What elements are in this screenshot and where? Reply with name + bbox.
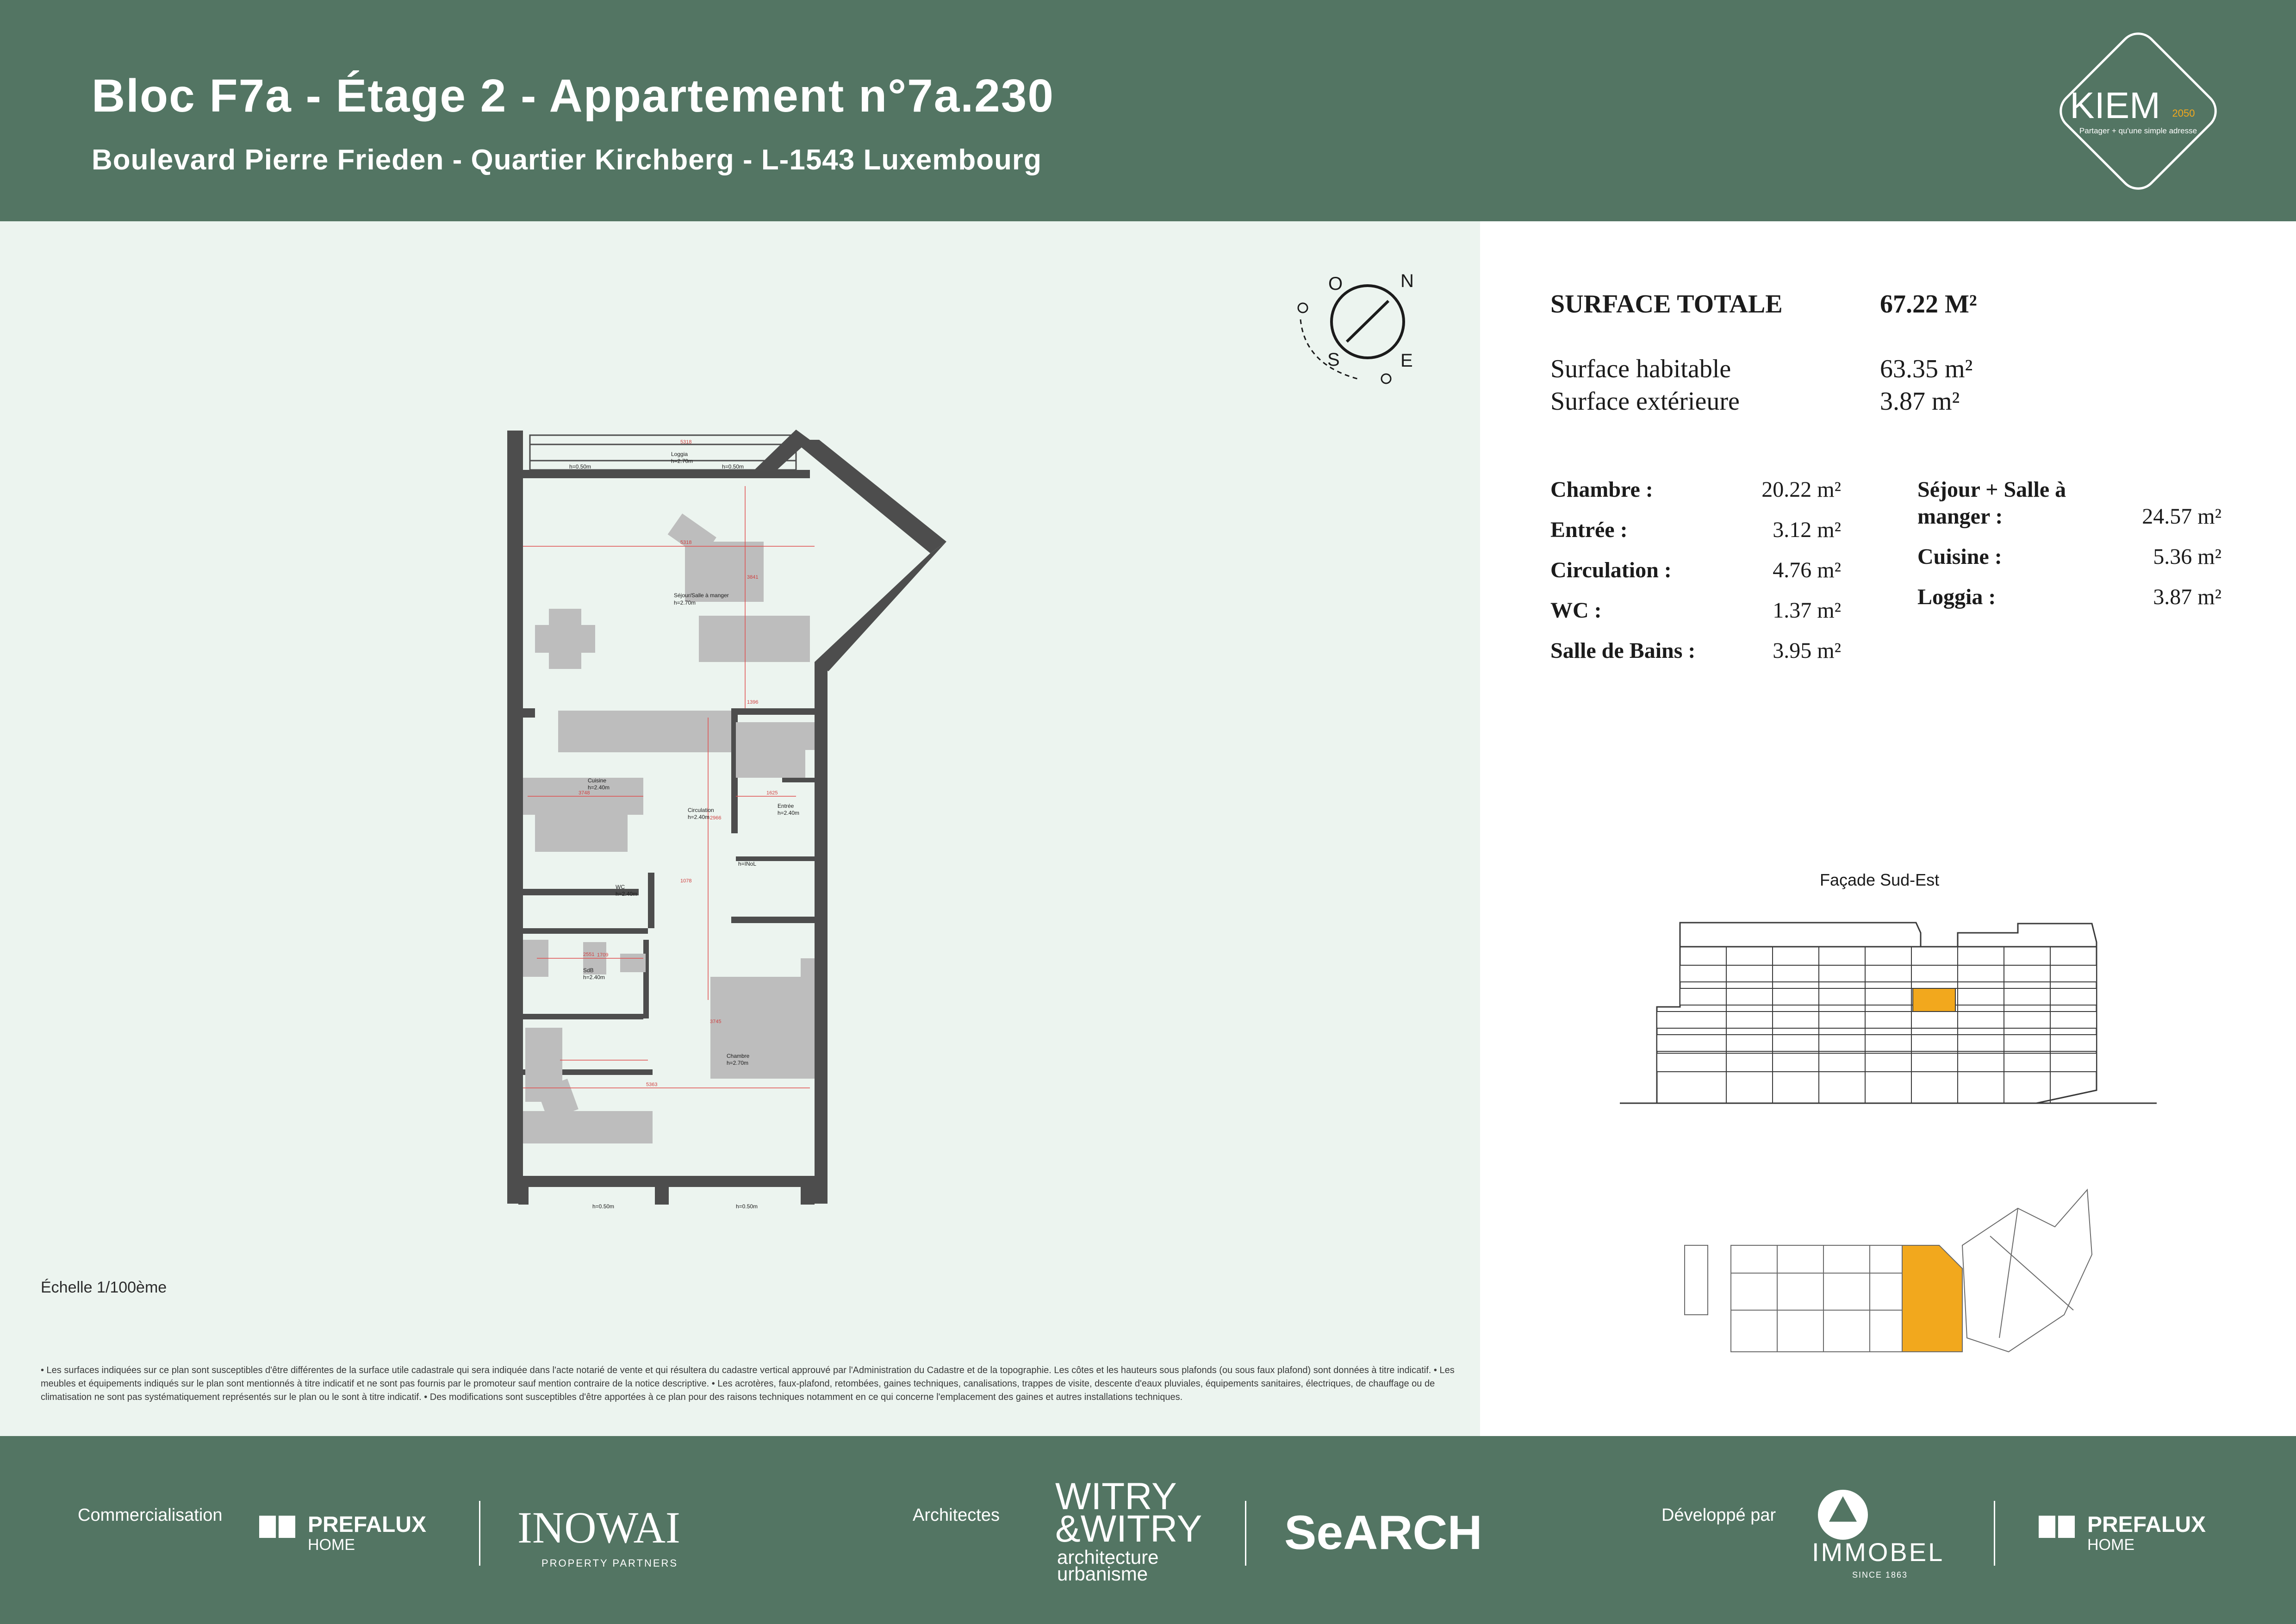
disclaimer: • Les surfaces indiquées sur ce plan sont susceptibles d'être différentes de la surface utile cadastrale qui sera indiquée dans l'acte notarié de vente et qui résultera du cadastre vertical approuvé par l'Administration du Cadastre et de la topographie. Les côtes et les hauteurs sous plafonds (ou sous faux plafond) sont données à titre indicatif. • Les meubles et équipements indiqués sur le plan sont mentionnés à titre indicatif et ne sont pas fournis par le promoteur sauf mention contraire de la notice descriptive. • Les acrotères, faux-plafond, retombées, gaines techniques, canalisations, trappes de visite, descente d'eaux pluviales, équipements sanitaires, électriques, de chauffage ou de climatisation ne sont pas systématiquement représentés sur le plan ou le sont à titre indicatif. • Des modifications sont susceptibles d'être apportées à ce plan pour des raisons techniques notamment en ce qui concerne l'emplacement des gaines et autres installations techniques. (41, 1365, 1455, 1402)
dimension-label: 1625 (766, 790, 778, 796)
witry-brand-2: &WITRY (1055, 1508, 1202, 1550)
footer-divider (479, 1501, 480, 1566)
facade-title: Façade Sud-Est (1820, 870, 1940, 889)
room-surface-label: WC : (1550, 598, 1602, 623)
dimension-label: 2551 (583, 952, 595, 957)
room-surface-label: Loggia : (1917, 585, 1996, 609)
room-label: Loggia (671, 451, 688, 457)
room-surface-value: 5.36 m² (2153, 544, 2221, 569)
room-surface-label: Circulation : (1550, 558, 1672, 582)
logo-year: 2050 (2172, 107, 2195, 119)
prefalux-logo-icon (2058, 1516, 2075, 1538)
dimension-label: 1709 (597, 952, 609, 958)
surface-habitable-value: 63.35 m² (1880, 355, 1973, 383)
room-surface-value: 4.76 m² (1773, 558, 1841, 582)
dimension-label: 5318 (680, 540, 692, 545)
room-label: SdB (583, 967, 594, 974)
dimension-label: 5318 (680, 439, 692, 445)
witry-sub: architecture (1057, 1546, 1159, 1568)
dimension-label: 1078 (680, 878, 692, 884)
room-height: h=2.40m (583, 974, 605, 981)
room-label: Séjour/Salle à manger (674, 592, 729, 599)
facade-elevation (1620, 914, 2157, 1109)
room-surface-value: 20.22 m² (1761, 477, 1841, 502)
site-apartment-highlight (1902, 1245, 1962, 1352)
header-bar (0, 0, 2296, 221)
footer-commercialisation: Commercialisation (78, 1505, 223, 1525)
footer-architectes: Architectes (913, 1505, 1000, 1525)
logo-text: KIEM (2070, 85, 2160, 126)
dimension-label: 3841 (747, 575, 759, 580)
room-height: h=2.70m (671, 458, 693, 464)
compass (1291, 264, 1430, 398)
prefalux-home-2: HOME (2087, 1536, 2134, 1554)
room-label: Cuisine (588, 777, 607, 784)
footer-developpe: Développé par (1661, 1505, 1776, 1525)
surface-total-value: 67.22 M² (1880, 290, 1977, 319)
room-label: Entrée (778, 803, 794, 809)
surface-exterieure-value: 3.87 m² (1880, 387, 1960, 416)
room-surface-label: Entrée : (1550, 518, 1628, 542)
prefalux-home: HOME (308, 1536, 355, 1554)
room-surface-label: Chambre : (1550, 477, 1653, 502)
dimension-label: 3745 (710, 1019, 722, 1024)
immobel-logo-icon (1815, 1487, 1871, 1543)
prefalux-logo-icon (259, 1516, 276, 1538)
compass-e: E (1400, 350, 1413, 371)
surface-exterieure-label: Surface extérieure (1550, 387, 1740, 416)
furniture (523, 513, 815, 1143)
compass-n: N (1400, 271, 1414, 291)
room-surface-label: Séjour + Salle à (1917, 477, 2066, 502)
room-label: Circulation (688, 807, 714, 813)
prefalux-logo-icon (279, 1516, 295, 1538)
inowai-brand: INOWAI (517, 1503, 680, 1552)
dimension-label: 3748 (579, 790, 590, 796)
room-height: h=2.40m (778, 810, 800, 816)
room-height: h=2.40m (616, 891, 638, 897)
prefalux-logo-icon (2039, 1516, 2055, 1538)
witry-sub-2: urbanisme (1057, 1563, 1148, 1585)
site-plan (1675, 1162, 2110, 1361)
window-height: h=0.50m (569, 463, 591, 470)
dimension-label: 1396 (747, 700, 759, 705)
room-surface-value: 3.12 m² (1773, 518, 1841, 542)
room-height: h=2.70m (674, 600, 696, 606)
logo-tagline: Partager + qu'une simple adresse (2079, 126, 2197, 135)
room-label: Chambre (727, 1053, 750, 1059)
scale-label: Échelle 1/100ème (41, 1279, 167, 1296)
sun-icon (1298, 303, 1307, 312)
room-surface-value: 3.87 m² (2153, 585, 2221, 609)
immobel-brand: IMMOBEL (1812, 1537, 1945, 1567)
facade-apartment-highlight (1913, 988, 1955, 1012)
inowai-sub: PROPERTY PARTNERS (541, 1557, 678, 1569)
footer-divider (1245, 1501, 1246, 1566)
compass-s: S (1327, 350, 1340, 370)
room-label: WC (616, 884, 625, 890)
dimension-label: 2966 (710, 815, 722, 821)
search-brand: SeARCH (1284, 1506, 1482, 1560)
room-surface-label-cont: manger : (1917, 504, 2003, 529)
footer (0, 1436, 2296, 1624)
window-height: h=0.50m (722, 463, 744, 470)
immobel-sub: SINCE 1863 (1852, 1570, 1908, 1580)
page-subtitle: Boulevard Pierre Frieden - Quartier Kirchberg - L-1543 Luxembourg (92, 144, 1042, 176)
surface-total-label: SURFACE TOTALE (1550, 290, 1783, 319)
room-surface-label: Cuisine : (1917, 544, 2002, 569)
room-surface-label: Salle de Bains : (1550, 638, 1696, 663)
window-height: h=0.50m (592, 1203, 615, 1208)
sun-icon (1381, 374, 1391, 383)
prefalux-brand: PREFALUX (308, 1512, 427, 1537)
footer-divider (1994, 1501, 1995, 1566)
room-surface-value: 24.57 m² (2142, 504, 2221, 529)
tech-label: h=INoL (738, 861, 757, 867)
room-height: h=2.70m (727, 1060, 749, 1066)
room-height: h=2.40m (688, 814, 710, 820)
dimension-label: 5363 (646, 1082, 658, 1087)
room-surface-value: 1.37 m² (1773, 598, 1841, 623)
witry-brand: WITRY (1055, 1475, 1177, 1518)
prefalux-brand-2: PREFALUX (2087, 1512, 2206, 1537)
room-height: h=2.40m (588, 784, 610, 791)
floor-plan (504, 426, 949, 1208)
page-title: Bloc F7a - Étage 2 - Appartement n°7a.230 (92, 70, 1054, 122)
kiem-logo (2036, 19, 2240, 204)
room-surface-value: 3.95 m² (1773, 638, 1841, 663)
surface-habitable-label: Surface habitable (1550, 355, 1731, 383)
compass-o: O (1328, 274, 1343, 294)
window-height: h=0.50m (736, 1203, 758, 1208)
